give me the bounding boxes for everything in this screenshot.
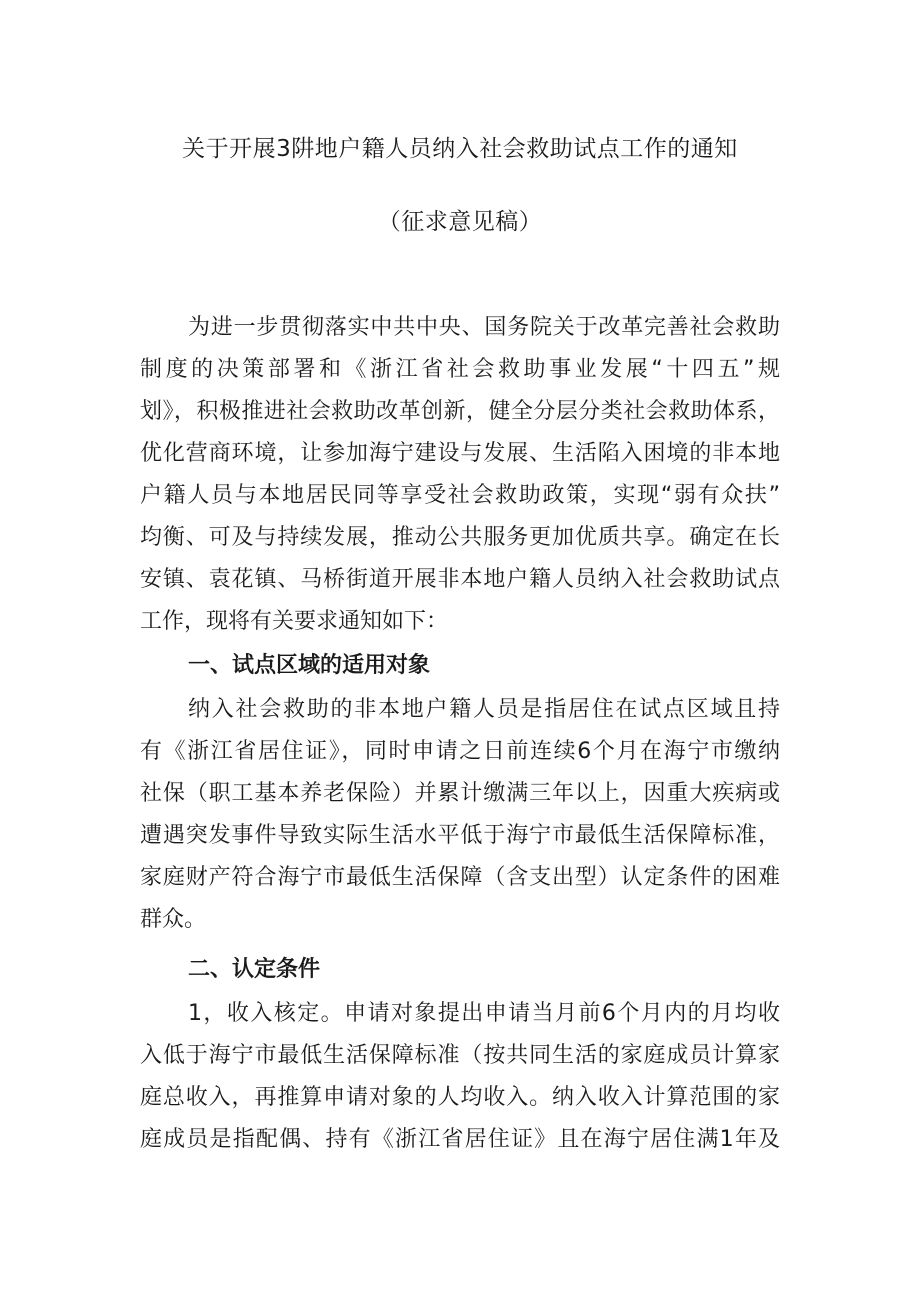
intro-line: 划》，积极推进社会救助改革创新，健全分层分类社会救助体系， <box>140 399 780 424</box>
section-line: 庭总收入，再推算申请对象的人均收入。纳入收入计算范围的家 <box>140 1085 780 1110</box>
intro-line: 制度的决策部署和《浙江省社会救助事业发展“十四五”规 <box>140 357 780 382</box>
intro-line: 优化营商环境，让参加海宁建设与发展、生活陷入困境的非本地 <box>140 441 780 466</box>
section-line: 社保（职工基本养老保险）并累计缴满三年以上，因重大疾病或 <box>140 781 780 806</box>
section-heading: 一、试点区域的适用对象 <box>188 653 431 678</box>
intro-line: 为进一步贯彻落实中共中央、国务院关于改革完善社会救助 <box>188 315 780 340</box>
section-line: 纳入社会救助的非本地户籍人员是指居住在试点区域且持 <box>188 697 780 722</box>
section-line: 1，收入核定。申请对象提出申请当月前6个月内的月均收 <box>188 1001 780 1026</box>
intro-line: 均衡、可及与持续发展，推动公共服务更加优质共享。确定在长 <box>140 525 780 550</box>
document-subtitle: （征求意见稿） <box>377 209 543 235</box>
intro-line: 安镇、袁花镇、马桥街道开展非本地户籍人员纳入社会救助试点 <box>140 567 780 592</box>
intro-line: 工作，现将有关要求通知如下： <box>140 609 449 634</box>
section-line: 入低于海宁市最低生活保障标准（按共同生活的家庭成员计算家 <box>140 1043 780 1068</box>
section-line: 有《浙江省居住证》，同时申请之日前连续6个月在海宁市缴纳 <box>140 739 780 764</box>
section-heading: 二、认定条件 <box>188 957 321 982</box>
document-title: 关于开展3阱地户籍人员纳入社会救助试点工作的通知 <box>182 136 738 162</box>
section-line: 庭成员是指配偶、持有《浙江省居住证》且在海宁居住满1年及 <box>140 1127 780 1152</box>
section-line: 群众。 <box>140 907 207 932</box>
intro-line: 户籍人员与本地居民同等享受社会救助政策，实现“弱有众扶” <box>140 483 780 508</box>
section-line: 家庭财产符合海宁市最低生活保障（含支出型）认定条件的困难 <box>140 865 780 890</box>
section-line: 遭遇突发事件导致实际生活水平低于海宁市最低生活保障标准， <box>140 823 780 848</box>
